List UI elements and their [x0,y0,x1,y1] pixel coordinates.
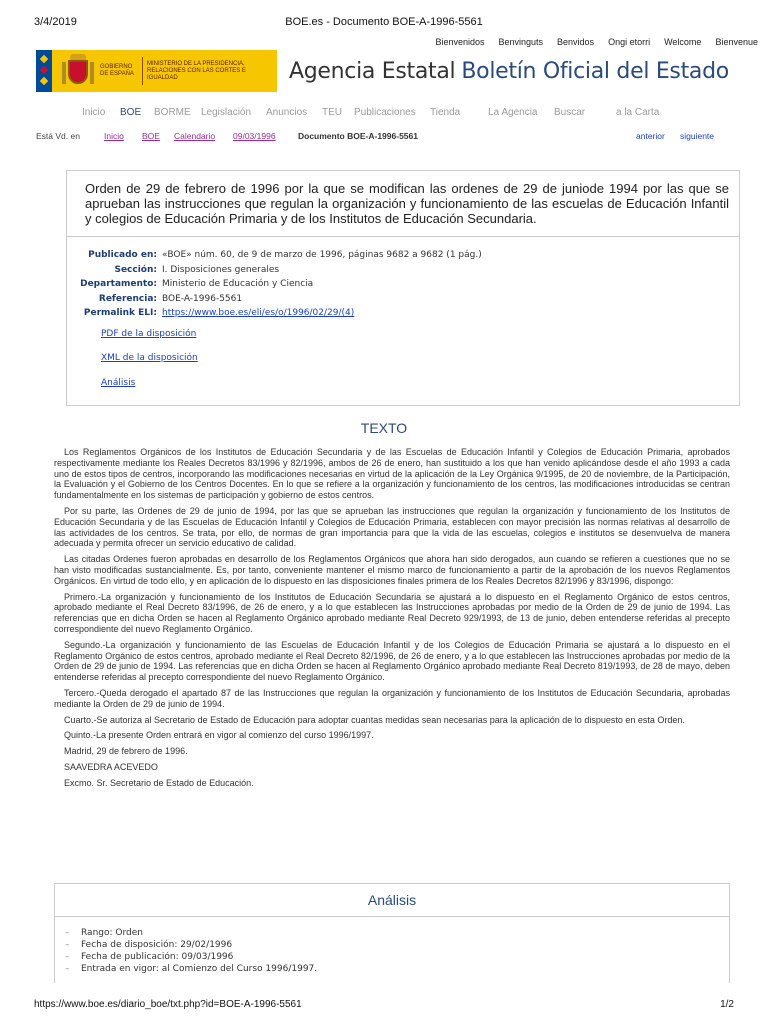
language-bar [435,37,758,47]
analisis-link[interactable]: Análisis [101,378,136,388]
agency-name-part1: Agencia Estatal [289,58,456,84]
print-date: 3/4/2019 [34,16,77,28]
permalink-link[interactable]: https://www.boe.es/eli/es/o/1996/02/29/(4) [162,308,355,318]
analisis-list [65,928,317,976]
meta-label: Sección: [114,265,157,275]
agency-logo[interactable] [277,50,758,92]
lang-gl[interactable]: Benvidos [557,37,595,47]
nav-borme[interactable]: BORME [154,107,191,118]
agency-name-part2: Boletín Oficial del Estado [461,58,729,84]
document-box [66,170,740,406]
gobierno-label: GOBIERNO DE ESPAÑA [100,64,134,77]
xml-link[interactable]: XML de la disposición [101,353,198,363]
page-number: 1/2 [720,999,734,1010]
prev-link[interactable]: anterior [636,131,665,141]
meta-seccion [67,265,739,279]
analisis-box [54,883,730,983]
meta-departamento [67,279,739,293]
addressee: Excmo. Sr. Secretario de Estado de Educación. [64,777,254,788]
analisis-heading: Análisis [367,892,417,908]
meta-label: Referencia: [98,294,157,304]
paragraph: Tercero.-Queda derogado el apartado 87 de las Instrucciones que regulan la organización y funcionamiento de los Institutos de Educación Secundaria, aprobadas mediante la Orden de 29 de junio de 1994. [54,687,730,709]
paragraph: Primero.-La organización y funcionamiento de los Institutos de Educación Secundaria se ajustará a lo dispuesto en el Reglamento Orgánico de estos centros, aprobado mediante el Real Decreto 83/1996, de 26 de enero, y a lo que establecen las Instrucciones aprobadas por medio de la Orden de 29 de junio de 1994. Las referencias que en dicha Orden se hacen al Reglamento Orgánico aprobado mediante Real Decreto 929/1993, de 13 de junio, deben entenderse referidas al precepto correspondiente del nuevo Reglamento Orgánico. [54,591,730,634]
nav-la-agencia[interactable]: La Agencia [488,107,538,118]
print-header [34,16,734,30]
breadcrumb-inicio[interactable]: Inicio [104,131,124,141]
lang-en[interactable]: Welcome [664,37,702,47]
list-item: – Entrada en vigor: al Comienzo del Curso 1996/1997. [65,964,318,974]
lang-ca[interactable]: Benvinguts [498,37,544,47]
list-item: – Fecha de disposición: 29/02/1996 [65,940,233,950]
paragraph: Las citadas Ordenes fueron aprobadas en desarrollo de los Reglamentos Orgánicos que ahora han sido derogados, aun cuando se refieren a cuestiones que no se han visto modificadas sustancialmente. Es, por tanto, conveniente mantener el mismo marco de funcionamiento a partir de la aprobación de los nuevos Reglamentos Orgánicos. En virtud de todo ello, y en aplicación de lo dispuesto en las disposiciones finales primera de los Reales Decretos 82/1996 y 83/1996, dispongo: [54,554,730,586]
breadcrumb-calendario[interactable]: Calendario [174,131,216,141]
paragraph: Los Reglamentos Orgánicos de los Institutos de Educación Secundaria y de las Escuelas de Educación Infantil y Colegios de Educación Primaria, aprobados respectivamente mediante los Reales Decretos 83/1996 y 82/1996, ambos de 26 de enero, han sustituido a los que han venido aplicándose desde el año 1993 a cada uno de estos tipos de centros, incorporando las modificaciones necesarias en virtud de la aplicación de la Ley Orgánica 9/1995, de 20 de noviembre, de la Participación, la Evaluación y el Gobierno de los Centros Docentes. En lo que se refiere a la organización y funcionamiento de los centros, las modificaciones introducidas se centran fundamentalmente en los sistemas de participación y gobierno de estos centros. [54,447,730,501]
breadcrumb-current: Documento BOE-A-1996-5561 [298,131,418,141]
nav-publicaciones[interactable]: Publicaciones [354,107,416,118]
lang-eu[interactable]: Ongi etorri [608,37,651,47]
print-title: BOE.es - Documento BOE-A-1996-5561 [285,16,483,28]
nav-legislacion[interactable]: Legislación [201,107,252,118]
meta-publicado [67,250,739,264]
meta-value: BOE-A-1996-5561 [162,294,243,304]
meta-referencia [67,294,739,308]
site-header [36,50,758,92]
signature-name: SAAVEDRA ACEVEDO [64,761,158,772]
nav-inicio[interactable]: Inicio [82,107,106,118]
nav-tienda[interactable]: Tienda [430,107,461,118]
paragraph: Segundo.-La organización y funcionamiento de las Escuelas de Educación Infantil y de los Colegios de Educación Primaria se ajustará a lo dispuesto en el Reglamento Orgánico de estos centros, aprobado mediante el Real Decreto 82/1996, de 26 de enero, y a lo que establecen las Instrucciones aprobadas por medio de la Orden de 29 de junio de 1994. Las referencias que en dicha Orden se hacen al Reglamento Orgánico aprobado mediante Real Decreto 819/1993, de 28 de mayo, deben entenderse referidas al precepto correspondiente del nuevo Reglamento Orgánico. [54,639,730,683]
eu-flag-icon [36,50,52,92]
texto-heading: TEXTO [360,420,408,436]
nav-buscar[interactable]: Buscar [554,107,586,118]
nav-anuncios[interactable]: Anuncios [266,107,308,118]
breadcrumb-prefix: Está Vd. en [36,131,80,141]
next-link[interactable]: siguiente [680,131,715,141]
paragraph: Por su parte, las Ordenes de 29 de junio de 1994, por las que se aprueban las instrucciones que regulan la organización y funcionamiento de los Institutos de Educación Secundaria y de las Escuelas de Educación Infantil y Colegios de Educación Primaria, establecen con mayor precisión las normas relativas al desarrollo de las actividades de los centros. Se trata, por ello, de normas de gran importancia para que la vida de las escuelas, colegios e institutos se desenvuelva de manera adecuada y permita ofrecer un servicio educativo de calidad. [54,505,730,549]
document-body [54,447,730,794]
pdf-link[interactable]: PDF de la disposición [101,329,197,339]
print-footer [34,999,734,1010]
list-item: – Fecha de publicación: 09/03/1996 [65,952,234,962]
paragraph: Quinto.-La presente Orden entrará en vigor al comienzo del curso 1996/1997. [64,730,374,741]
nav-teu[interactable]: TEU [322,107,342,118]
lang-es[interactable]: Bienvenidos [435,37,485,47]
document-title: Orden de 29 de febrero de 1996 por la que se modifican las ordenes de 29 de juniode 1994 por las que se aprueban las instrucciones que regulan la organización y funcionamiento de las escuelas de Educación Infantil y colegios de Educación Primaria y de los Institutos de Educación Secundaria. [67,171,739,237]
lang-fr[interactable]: Bienvenue [715,37,758,47]
paragraph: Cuarto.-Se autoriza al Secretario de Estado de Educación para adoptar cuantas medidas sean necesarias para la aplicación de lo dispuesto en esta Orden. [64,714,685,725]
list-item: – Rango: Orden [65,928,143,938]
breadcrumb-date[interactable]: 09/03/1996 [233,131,276,141]
meta-value: I. Disposiciones generales [162,265,280,275]
meta-value: Ministerio de Educación y Ciencia [162,279,314,289]
nav-boe[interactable]: BOE [120,107,142,118]
nav-a-la-carta[interactable]: a la Carta [616,107,660,118]
meta-permalink [67,308,739,322]
ministerio-label: MINISTERIO DE LA PRESIDENCIA, RELACIONES CON LAS CORTES E IGUALDAD [147,60,246,81]
meta-label: Departamento: [80,279,157,289]
breadcrumb-boe[interactable]: BOE [142,131,160,141]
paragraph: Madrid, 29 de febrero de 1996. [64,746,188,757]
meta-value: «BOE» núm. 60, de 9 de marzo de 1996, páginas 9682 a 9682 (1 pág.) [162,250,482,260]
meta-label: Permalink ELI: [83,308,157,318]
print-url: https://www.boe.es/diario_boe/txt.php?id=BOE-A-1996-5561 [34,999,302,1010]
meta-label: Publicado en: [88,250,157,260]
coat-of-arms-icon [60,54,96,88]
